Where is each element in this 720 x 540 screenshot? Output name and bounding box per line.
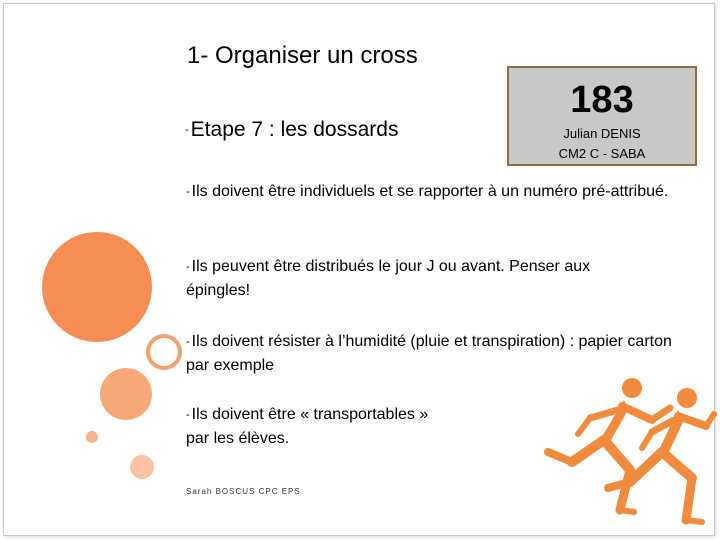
bullet-item xyxy=(186,255,656,303)
bib-runner-name: Julian DENIS xyxy=(563,126,641,141)
slide-title: 1- Organiser un cross xyxy=(187,42,418,69)
subtitle-dash: - xyxy=(185,124,189,137)
decorative-circle-small xyxy=(130,455,154,479)
bullet-item xyxy=(186,403,496,451)
decorative-circle-ring xyxy=(146,334,182,370)
subtitle-text: Etape 7 : les dossards xyxy=(190,118,399,141)
bullet-dash: - xyxy=(186,186,190,198)
bib-number-example xyxy=(507,66,697,166)
bullet-text: Ils doivent résister à l’humidité (pluie et transpiration) : papier carton par exemple xyxy=(186,333,672,375)
bullet-text: Ils doivent être individuels et se rapporter à un numéro pré-attribué. xyxy=(191,183,669,201)
bullet-text-continued: par les élèves. xyxy=(186,430,290,448)
bullet-dash: - xyxy=(186,409,190,421)
bib-runner-class: CM2 C - SABA xyxy=(558,146,646,161)
decorative-circle-tiny xyxy=(86,431,98,443)
author-credit: Sarah BOSCUS CPC EPS xyxy=(186,487,301,496)
decorative-circle-medium xyxy=(100,368,152,420)
bullet-text: Ils peuvent être distribués le jour J ou avant. Penser aux épingles! xyxy=(186,258,591,300)
decorative-circle-large xyxy=(42,232,152,342)
bullet-item xyxy=(186,180,686,204)
bullet-dash: - xyxy=(186,261,190,273)
bib-number: 183 xyxy=(570,79,634,121)
bullet-dash: - xyxy=(186,336,190,348)
bullet-text: Ils doivent être « transportables » xyxy=(191,406,429,424)
slide-subtitle xyxy=(185,118,398,142)
runners-silhouette-icon xyxy=(502,370,717,535)
